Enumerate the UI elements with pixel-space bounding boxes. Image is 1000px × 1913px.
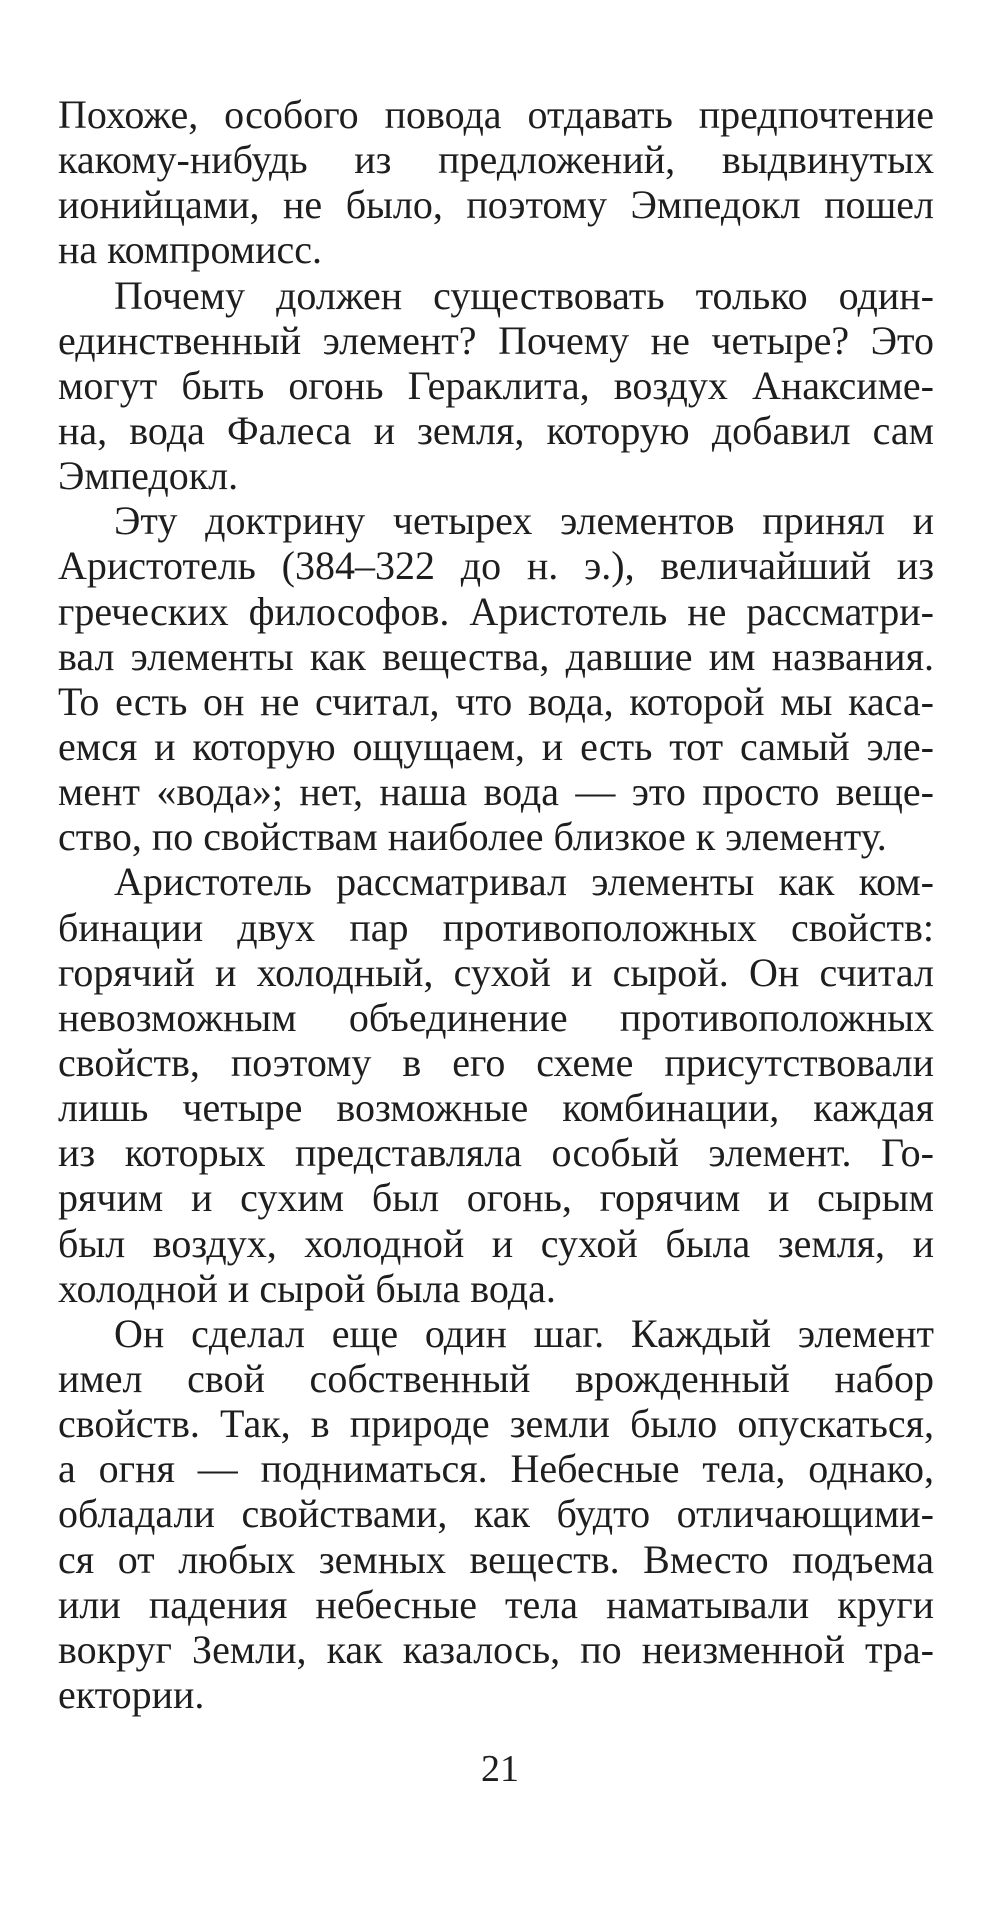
paragraph-5 (58, 1311, 934, 1717)
text-line: горячий и холодный, сухой и сырой. Он считал (58, 949, 934, 995)
text-line: имел свой собственный врожденный набор (58, 1355, 934, 1401)
text-line: а огня — подниматься. Небесные тела, однако, (58, 1446, 934, 1492)
text-line: вал элементы как вещества, давшие им названия. (58, 633, 934, 679)
book-page-text (58, 92, 934, 1717)
page-number: 21 (481, 1748, 519, 1790)
text-line: мент «вода»; нет, наша вода — это просто веще- (58, 769, 934, 815)
paragraph-4 (58, 859, 934, 1310)
text-line: единственный элемент? Почему не четыре? Это (58, 317, 934, 363)
text-line: холодной и сырой была вода. (58, 1265, 556, 1311)
text-line: Аристотель рассматривал элементы как ком- (114, 859, 934, 905)
text-line: на, вода Фалеса и земля, которую добавил сам (58, 407, 934, 453)
text-line: какому-нибудь из предложений, выдвинутых (58, 137, 934, 183)
text-line: Похоже, особого повода отдавать предпочтение (58, 92, 934, 137)
text-line: или падения небесные тела наматывали круги (58, 1581, 934, 1627)
text-line: Эмпедокл. (58, 453, 239, 499)
text-line: Аристотель (384–322 до н. э.), величайший из (58, 543, 934, 589)
text-line: был воздух, холодной и сухой была земля, и (58, 1220, 934, 1266)
text-line: из которых представляла особый элемент. Го- (58, 1130, 934, 1176)
text-line: греческих философов. Аристотель не рассматри- (58, 588, 934, 634)
text-line: Он сделал еще один шаг. Каждый элемент (114, 1310, 934, 1356)
paragraph-1 (58, 92, 934, 273)
text-line: вокруг Земли, как казалось, по неизменной тра- (58, 1626, 934, 1672)
text-line: Эту доктрину четырех элементов принял и (114, 498, 934, 544)
text-line: ство, по свойствам наиболее близкое к элементу. (58, 814, 887, 860)
text-line: ектории. (58, 1671, 205, 1717)
text-line: бинации двух пар противоположных свойств: (58, 904, 934, 950)
text-line: свойств. Так, в природе земли было опускаться, (58, 1401, 934, 1447)
text-line: То есть он не считал, что вода, которой мы каса- (58, 678, 934, 724)
text-line: обладали свойствами, как будто отличающими- (58, 1491, 934, 1537)
text-line: лишь четыре возможные комбинации, каждая (58, 1085, 934, 1131)
text-line: рячим и сухим был огонь, горячим и сырым (58, 1175, 934, 1221)
text-line: могут быть огонь Гераклита, воздух Анаксиме- (58, 362, 934, 408)
paragraph-2 (58, 273, 934, 499)
text-line: Почему должен существовать только один- (114, 272, 934, 318)
text-line: ся от любых земных веществ. Вместо подъема (58, 1536, 934, 1582)
text-line: на компромисс. (58, 227, 322, 273)
paragraph-3 (58, 498, 934, 859)
text-line: ионийцами, не было, поэтому Эмпедокл пошел (58, 182, 934, 228)
text-line: свойств, поэтому в его схеме присутствовали (58, 1039, 934, 1085)
text-line: емся и которую ощущаем, и есть тот самый эле- (58, 723, 934, 769)
text-line: невозможным объединение противоположных (58, 994, 934, 1040)
